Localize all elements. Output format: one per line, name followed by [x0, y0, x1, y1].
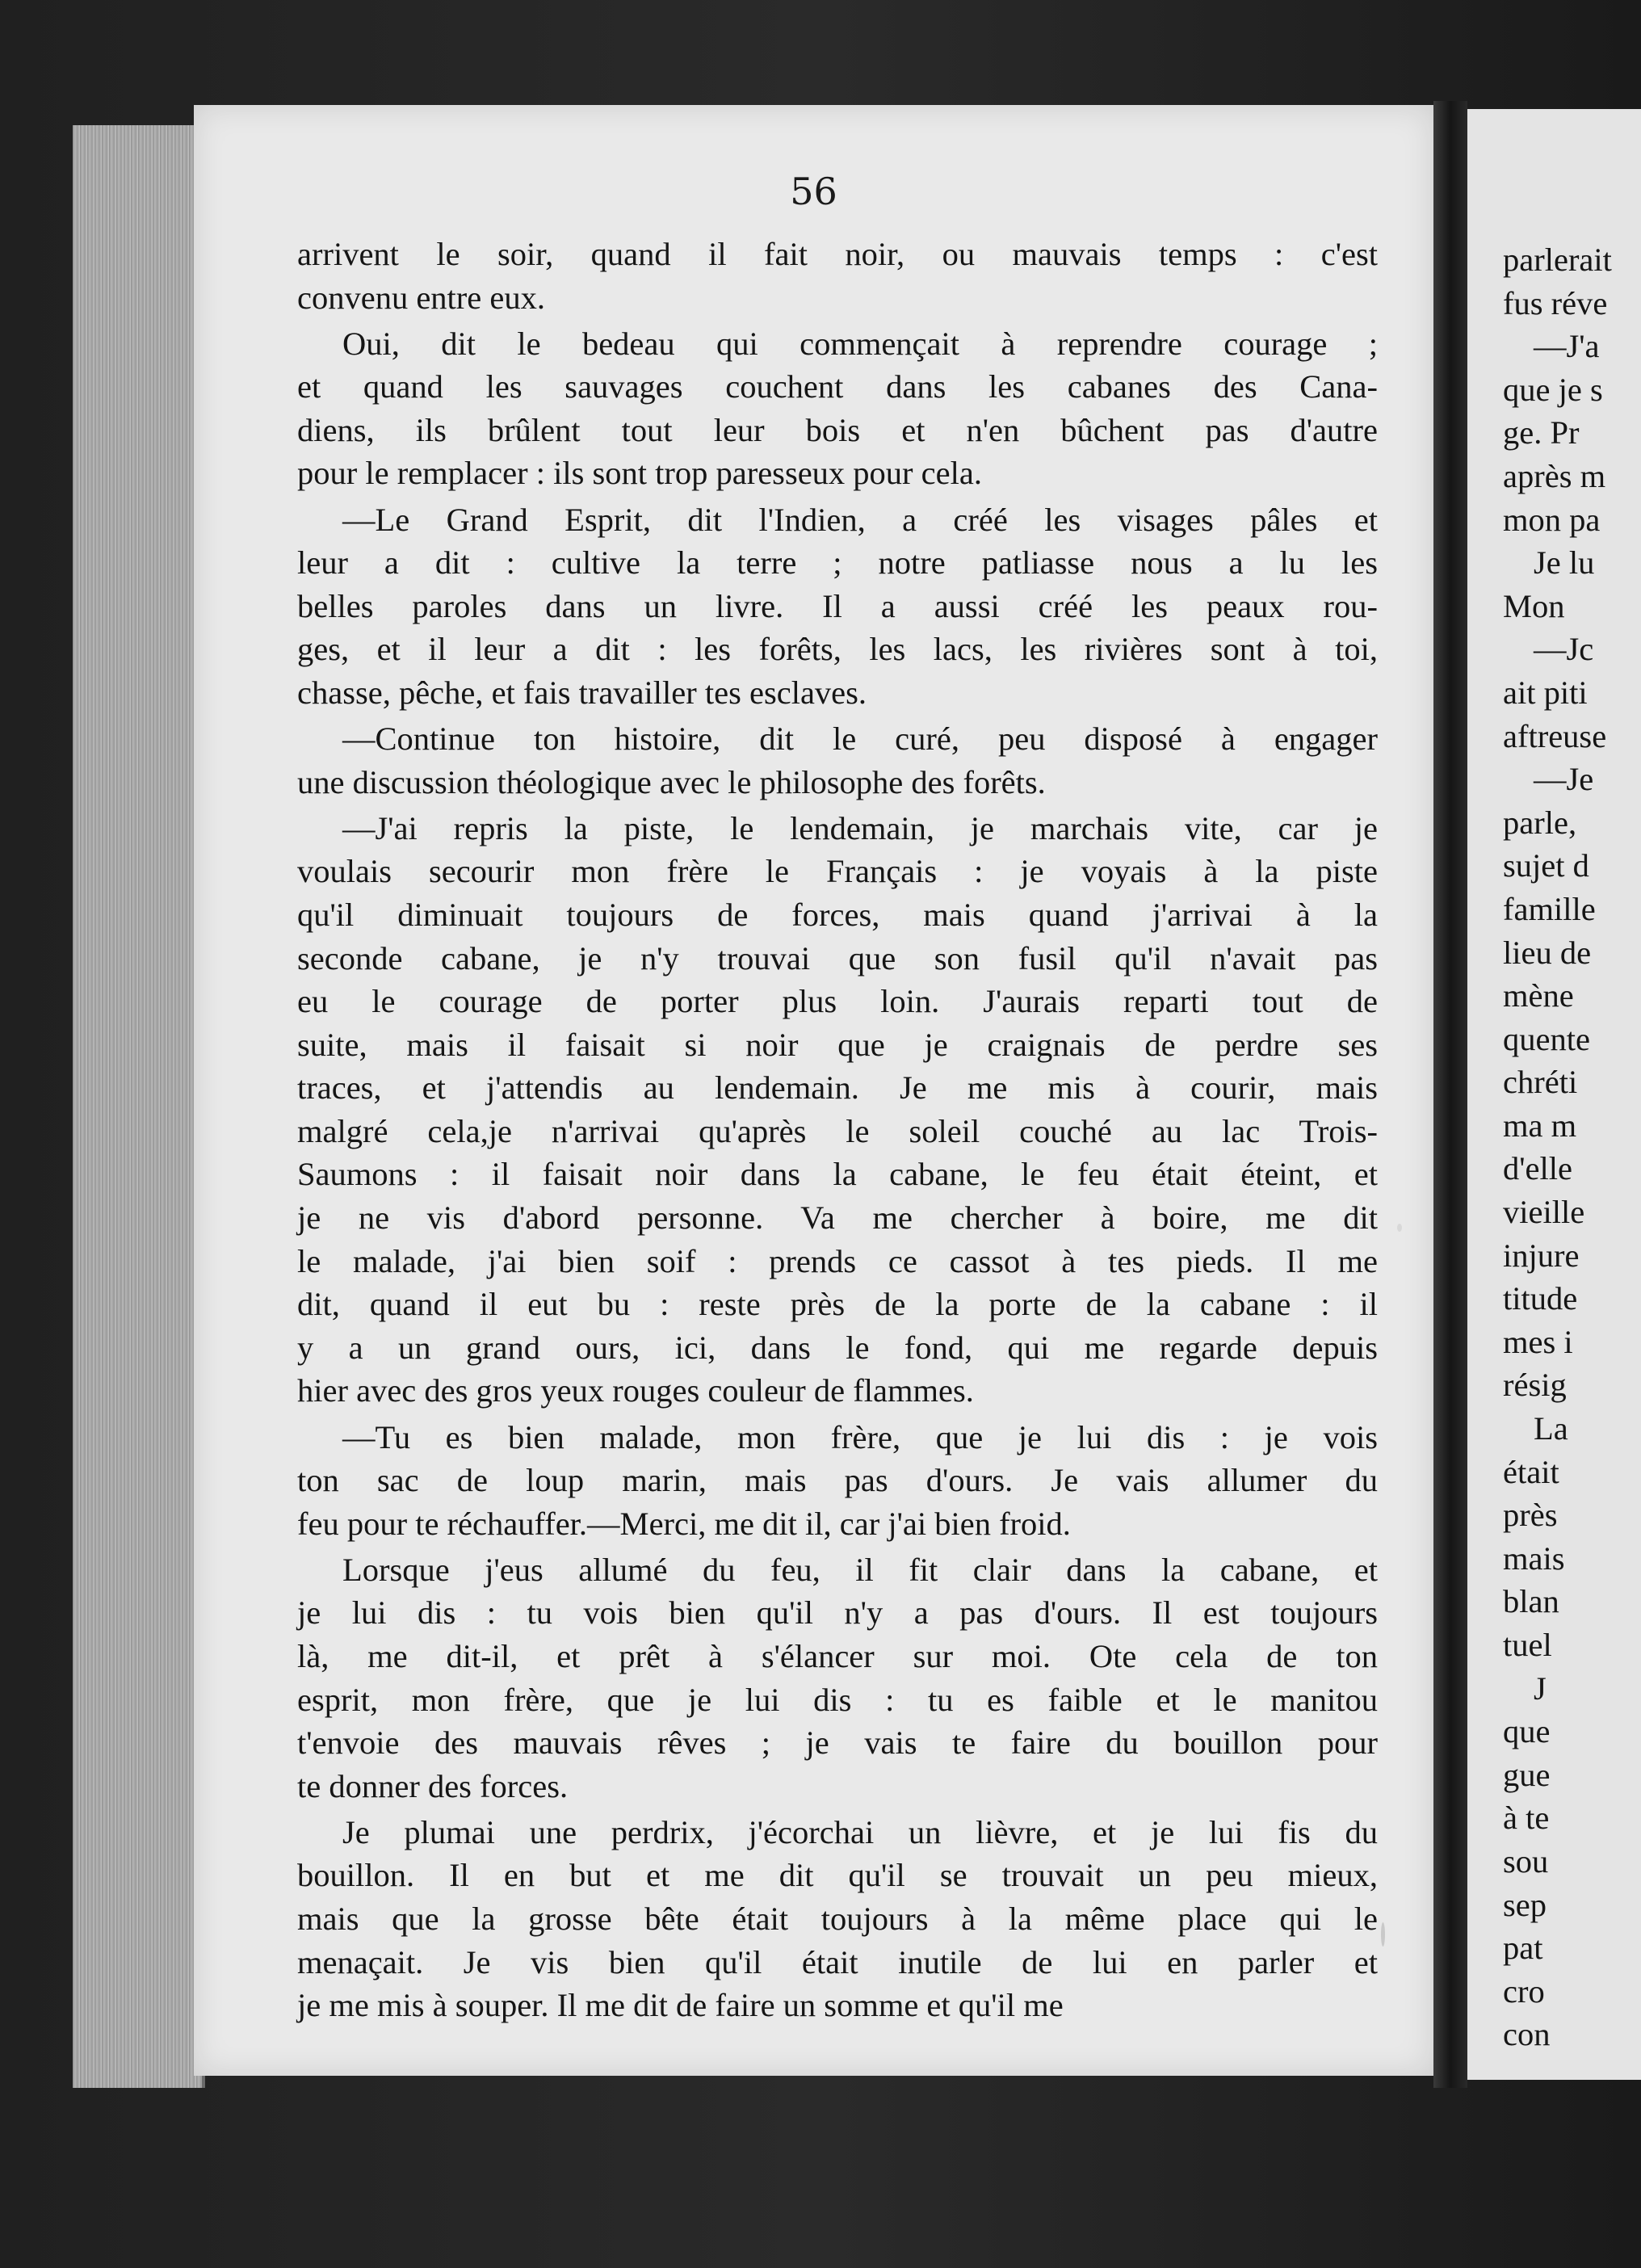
- text-line: seconde cabane, je n'y trouvai que son fusil qu'il n'avait pas: [297, 939, 1378, 976]
- text-line-fragment: que: [1503, 1713, 1551, 1750]
- text-line: je me mis à souper. Il me dit de faire un somme et qu'il me: [297, 1987, 1064, 2024]
- scan-speck: [1397, 1224, 1402, 1232]
- text-line: feu pour te réchauffer.—Merci, me dit il, car j'ai bien froid.: [297, 1505, 1071, 1542]
- text-line: te donner des forces.: [297, 1767, 569, 1804]
- paragraph: [297, 233, 1378, 319]
- text-line: Saumons : il faisait noir dans la cabane, le feu était éteint, et: [297, 1156, 1378, 1193]
- text-line-fragment: injure: [1503, 1237, 1580, 1274]
- text-line: traces, et j'attendis au lendemain. Je me mis à courir, mais: [297, 1069, 1378, 1107]
- paragraph: [297, 717, 1378, 804]
- text-line-fragment: —J'a: [1534, 328, 1600, 365]
- text-line: ton sac de loup marin, mais pas d'ours. Je vais allumer du: [297, 1462, 1378, 1499]
- text-line-fragment: ait piti: [1503, 674, 1588, 711]
- text-line-fragment: —Jc: [1534, 631, 1594, 668]
- book-page-right-fragment: [1467, 109, 1641, 2080]
- page-number: 56: [790, 170, 837, 213]
- book-gutter: [1433, 101, 1467, 2088]
- text-line: là, me dit-il, et prêt à s'élancer sur moi. Ote cela de ton: [297, 1638, 1378, 1674]
- text-line: qu'il diminuait toujours de forces, mais quand j'arrivai à la: [297, 896, 1378, 933]
- right-page-text: [1503, 238, 1641, 2056]
- text-line: le malade, j'ai bien soif : prends ce cassot à tes pieds. Il me: [297, 1242, 1378, 1279]
- text-line: leur a dit : cultive la terre ; notre patliasse nous a lu les: [297, 544, 1378, 582]
- text-line: dit, quand il eut bu : reste près de la porte de la cabane : il: [297, 1286, 1378, 1323]
- text-line-fragment: était: [1503, 1453, 1559, 1490]
- text-line-fragment: famille: [1503, 890, 1596, 927]
- text-line-fragment: con: [1503, 2016, 1551, 2053]
- text-line-fragment: mes i: [1503, 1323, 1573, 1360]
- text-line: une discussion théologique avec le philosophe des forêts.: [297, 763, 1046, 800]
- paragraph: [297, 1416, 1378, 1546]
- text-line-fragment: d'elle: [1503, 1150, 1573, 1187]
- text-line-fragment: fus réve: [1503, 284, 1608, 321]
- text-line: et quand les sauvages couchent dans les cabanes des Cana-: [297, 368, 1378, 405]
- text-line-fragment: ge. Pr: [1503, 414, 1580, 452]
- text-line-fragment: parlerait: [1503, 242, 1612, 278]
- book-page-left: [194, 105, 1433, 2076]
- text-line-fragment: chréti: [1503, 1064, 1578, 1101]
- text-line-fragment: à te: [1503, 1800, 1550, 1837]
- text-line-fragment: que je s: [1503, 371, 1603, 408]
- text-line-fragment: près: [1503, 1497, 1558, 1534]
- text-line: belles paroles dans un livre. Il a aussi créé les peaux rou-: [297, 587, 1378, 624]
- text-line: Lorsque j'eus allumé du feu, il fit clair dans la cabane, et: [342, 1551, 1378, 1588]
- text-line-fragment: pat: [1503, 1930, 1543, 1967]
- paragraph: [297, 1548, 1378, 1808]
- text-line-fragment: après m: [1503, 457, 1606, 494]
- text-line-fragment: cro: [1503, 1972, 1545, 2010]
- text-line-fragment: tuel: [1503, 1627, 1552, 1663]
- paragraph: [297, 322, 1378, 495]
- paragraph: [297, 807, 1378, 1413]
- text-line: hier avec des gros yeux rouges couleur de flammes.: [297, 1372, 974, 1409]
- text-line-fragment: La: [1534, 1410, 1568, 1447]
- text-line: t'envoie des mauvais rêves ; je vais te faire du bouillon pour: [297, 1724, 1378, 1762]
- text-line: Oui, dit le bedeau qui commençait à reprendre courage ;: [342, 325, 1378, 362]
- text-line-fragment: mène: [1503, 977, 1574, 1014]
- text-line-fragment: parle,: [1503, 804, 1577, 841]
- text-line: je ne vis d'abord personne. Va me chercher à boire, me dit: [297, 1199, 1378, 1237]
- text-line: diens, ils brûlent tout leur bois et n'en bûchent pas d'autre: [297, 411, 1378, 448]
- text-line-fragment: ma m: [1503, 1107, 1577, 1144]
- text-line-fragment: mais: [1503, 1539, 1565, 1577]
- text-line-fragment: lieu de: [1503, 934, 1592, 971]
- text-line-fragment: J: [1534, 1670, 1547, 1707]
- text-line-fragment: sou: [1503, 1842, 1549, 1880]
- text-line: malgré cela,je n'arrivai qu'après le soleil couché au lac Trois-: [297, 1112, 1378, 1149]
- text-line: je lui dis : tu vois bien qu'il n'y a pas d'ours. Il est toujours: [297, 1594, 1378, 1632]
- text-line: —Tu es bien malade, mon frère, que je lui dis : je vois: [342, 1418, 1378, 1455]
- text-line: mais que la grosse bête était toujours à la même place qui le: [297, 1900, 1378, 1938]
- page-body-text: [297, 233, 1378, 2030]
- text-line-fragment: quente: [1503, 1020, 1590, 1057]
- text-line: esprit, mon frère, que je lui dis : tu es faible et le manitou: [297, 1681, 1378, 1718]
- text-line-fragment: —Je: [1534, 761, 1594, 798]
- text-line-fragment: blan: [1503, 1583, 1559, 1620]
- text-line-fragment: mon pa: [1503, 501, 1601, 538]
- text-line: ges, et il leur a dit : les forêts, les lacs, les rivières sont à toi,: [297, 631, 1378, 668]
- text-line: suite, mais il faisait si noir que je craignais de perdre ses: [297, 1026, 1378, 1063]
- text-line-fragment: aftreuse: [1503, 717, 1607, 754]
- text-line: y a un grand ours, ici, dans le fond, qui me regarde depuis: [297, 1329, 1378, 1366]
- text-line: —Continue ton histoire, dit le curé, peu disposé à engager: [342, 720, 1378, 758]
- scan-speck: [1381, 1922, 1385, 1947]
- text-line-fragment: sujet d: [1503, 847, 1589, 884]
- text-line: arrivent le soir, quand il fait noir, ou mauvais temps : c'est: [297, 236, 1378, 272]
- text-line-fragment: titude: [1503, 1280, 1578, 1317]
- page-block-edge: [73, 125, 205, 2088]
- paragraph: [297, 1811, 1378, 2027]
- text-line: —J'ai repris la piste, le lendemain, je marchais vite, car je: [342, 809, 1378, 846]
- text-line: Je plumai une perdrix, j'écorchai un lièvre, et je lui fis du: [342, 1813, 1378, 1850]
- text-line: —Le Grand Esprit, dit l'Indien, a créé les visages pâles et: [342, 501, 1378, 538]
- text-line: voulais secourir mon frère le Français : je voyais à la piste: [297, 853, 1378, 890]
- text-line-fragment: Je lu: [1534, 544, 1595, 582]
- paragraph: [297, 498, 1378, 715]
- text-line: chasse, pêche, et fais travailler tes esclaves.: [297, 674, 867, 711]
- text-line: pour le remplacer : ils sont trop paresseux pour cela.: [297, 455, 982, 492]
- text-line: menaçait. Je vis bien qu'il était inutile de lui en parler et: [297, 1943, 1378, 1980]
- text-line-fragment: résig: [1503, 1367, 1567, 1404]
- text-line: convenu entre eux.: [297, 279, 545, 316]
- text-line-fragment: Mon: [1503, 587, 1565, 624]
- text-line-fragment: gue: [1503, 1756, 1551, 1793]
- text-line: bouillon. Il en but et me dit qu'il se trouvait un peu mieux,: [297, 1857, 1378, 1894]
- text-line-fragment: sep: [1503, 1886, 1547, 1923]
- text-line: eu le courage de porter plus loin. J'aurais reparti tout de: [297, 983, 1378, 1020]
- text-line-fragment: vieille: [1503, 1194, 1585, 1231]
